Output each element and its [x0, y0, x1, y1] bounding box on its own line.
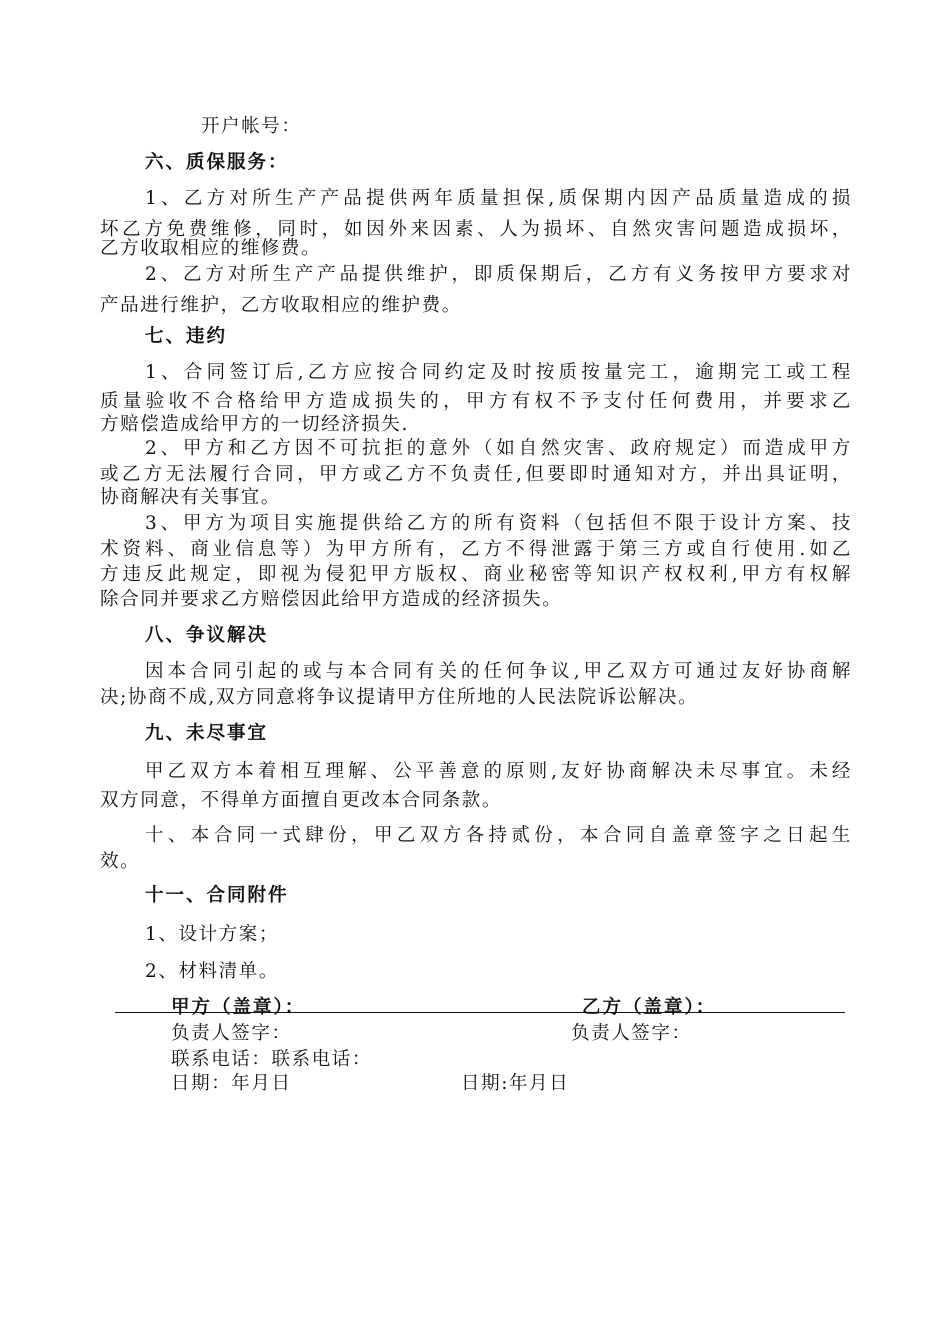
paragraph-line: 十、本合同一式肆份，甲乙双方各持贰份，本合同自盖章签字之日起生: [145, 825, 852, 846]
paragraph-line: 效。: [100, 851, 141, 872]
paragraph-line: 协商解决有关事宜。: [100, 487, 281, 508]
section-heading-attachments: 十一、合同附件: [145, 885, 289, 906]
paragraph-line: 双方同意，不得单方面擅自更改本合同条款。: [100, 790, 503, 811]
party-b-seal-label: 乙方（盖章）：: [582, 997, 717, 1018]
phone-label: 联系电话：联系电话：: [171, 1049, 373, 1070]
paragraph-line: 甲乙双方本着相互理解、公平善意的原则,友好协商解决未尽事宜。未经: [145, 761, 852, 782]
paragraph-line: 方违反此规定，即视为侵犯甲方版权、商业秘密等知识产权权利,甲方有权解: [100, 564, 852, 585]
section-heading-outstanding: 九、未尽事宜: [145, 723, 269, 744]
section-heading-dispute: 八、争议解决: [145, 625, 269, 646]
attachment-item: 2、材料清单。: [145, 961, 279, 982]
paragraph-line: 1、乙方对所生产产品提供两年质量担保,质保期内因产品质量造成的损: [145, 188, 852, 209]
paragraph-line: 术资料、商业信息等）为甲方所有，乙方不得泄露于第三方或自行使用.如乙: [100, 539, 852, 560]
paragraph-line: 2、甲方和乙方因不可抗拒的意外（如自然灾害、政府规定）而造成甲方: [145, 438, 852, 459]
paragraph-line: 3、甲方为项目实施提供给乙方的所有资料（包括但不限于设计方案、技: [145, 513, 852, 534]
section-heading-warranty: 六、质保服务：: [145, 152, 289, 173]
paragraph-line: 除合同并要求乙方赔偿因此给甲方造成的经济损失。: [100, 589, 563, 610]
paragraph-line: 1、合同签订后,乙方应按合同约定及时按质按量完工，逾期完工或工程: [145, 362, 852, 383]
paragraph-line: 坏乙方免费维修，同时，如因外来因素、人为损坏、自然灾害问题造成损坏，: [100, 219, 852, 240]
attachment-item: 1、设计方案；: [145, 924, 279, 945]
paragraph-line: 2、乙方对所生产产品提供维护，即质保期后，乙方有义务按甲方要求对: [145, 264, 852, 285]
paragraph-line: 因本合同引起的或与本合同有关的任何争议,甲乙双方可通过友好协商解: [145, 661, 852, 682]
paragraph-line: 产品进行维护，乙方收取相应的维护费。: [100, 295, 462, 316]
paragraph-line: 乙方收取相应的维修费。: [100, 238, 322, 259]
account-number-label: 开户帐号：: [201, 116, 302, 137]
section-heading-breach: 七、违约: [145, 326, 228, 347]
paragraph-line: 质量验收不合格给甲方造成损失的，甲方有权不予支付任何费用，并要求乙: [100, 391, 852, 412]
party-a-seal-label: 甲方（盖章）：: [171, 997, 306, 1018]
paragraph-line: 方赔偿造成给甲方的一切经济损失.: [100, 414, 409, 435]
party-a-date-label: 日期：年月日: [171, 1073, 292, 1094]
party-b-signature-label: 负责人签字：: [571, 1023, 692, 1044]
party-a-signature-label: 负责人签字：: [171, 1023, 292, 1044]
paragraph-line: 决;协商不成,双方同意将争议提请甲方住所地的人民法院诉讼解决。: [100, 687, 699, 708]
party-b-date-label: 日期:年月日: [461, 1073, 570, 1094]
paragraph-line: 或乙方无法履行合同，甲方或乙方不负责任,但要即时通知对方，并出具证明，: [100, 464, 852, 485]
